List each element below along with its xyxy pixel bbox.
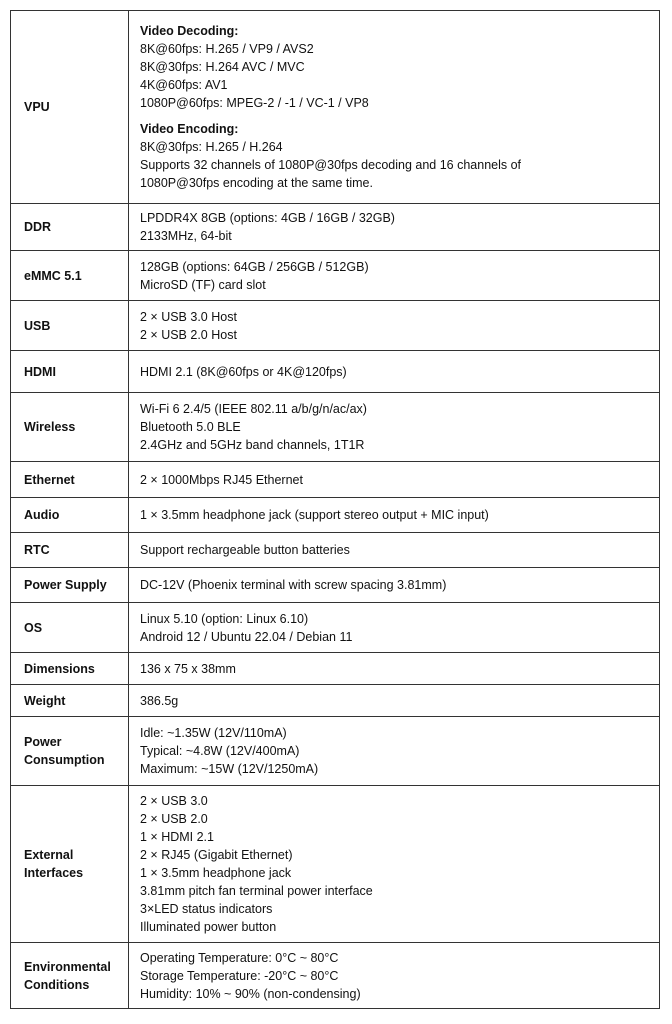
value-power-supply <box>129 568 660 603</box>
value-environmental-conditions <box>129 943 660 1009</box>
value-line: 2 × USB 2.0 Host <box>140 327 237 342</box>
value-line: 2133MHz, 64-bit <box>140 229 232 243</box>
value-hdmi <box>129 351 660 393</box>
label-line: Consumption <box>24 753 105 767</box>
value-line: Storage Temperature: -20°C ~ 80°C <box>140 968 339 983</box>
spec-sheet <box>10 10 660 1009</box>
value-line: MicroSD (TF) card slot <box>140 277 266 292</box>
value-emmc <box>129 251 660 301</box>
value-line: HDMI 2.1 (8K@60fps or 4K@120fps) <box>140 364 347 379</box>
label-ethernet: Ethernet <box>11 462 129 498</box>
value-line: DC-12V (Phoenix terminal with screw spacing 3.81mm) <box>140 578 447 592</box>
value-line: 3×LED status indicators <box>140 902 273 916</box>
row-ddr <box>11 204 660 251</box>
value-line: Linux 5.10 (option: Linux 6.10) <box>140 611 309 626</box>
label-rtc: RTC <box>11 533 129 568</box>
value-line: Idle: ~1.35W (12V/110mA) <box>140 726 287 740</box>
value-line: Operating Temperature: 0°C ~ 80°C <box>140 950 339 965</box>
encoding-line: 8K@30fps: H.265 / H.264 <box>140 140 283 154</box>
value-line: Typical: ~4.8W (12V/400mA) <box>140 744 300 758</box>
label-line: Conditions <box>24 977 90 992</box>
row-weight <box>11 685 660 717</box>
value-line: Support rechargeable button batteries <box>140 543 350 557</box>
label-line: Interfaces <box>24 866 84 880</box>
value-line: Maximum: ~15W (12V/1250mA) <box>140 762 319 776</box>
label-line: External <box>24 848 74 862</box>
value-rtc <box>129 533 660 568</box>
value-ddr <box>129 204 660 251</box>
value-line: 128GB (options: 64GB / 256GB / 512GB) <box>140 259 369 274</box>
row-environmental-conditions <box>11 943 660 1009</box>
label-weight: Weight <box>11 685 129 717</box>
row-emmc <box>11 251 660 301</box>
value-line: 136 x 75 x 38mm <box>140 661 236 676</box>
value-line: 3.81mm pitch fan terminal power interface <box>140 884 373 898</box>
row-os <box>11 603 660 653</box>
value-vpu <box>129 11 660 204</box>
value-line: 1 × 3.5mm headphone jack (support stereo output + MIC input) <box>140 508 489 522</box>
value-line: 2 × USB 3.0 Host <box>140 309 237 324</box>
value-line: 2 × 1000Mbps RJ45 Ethernet <box>140 472 303 487</box>
value-line: 2 × USB 3.0 <box>140 794 208 808</box>
row-wireless <box>11 393 660 462</box>
row-vpu <box>11 11 660 204</box>
label-external-interfaces <box>11 786 129 943</box>
value-dimensions <box>129 653 660 685</box>
label-line: Environmental <box>24 959 111 974</box>
label-emmc: eMMC 5.1 <box>11 251 129 301</box>
label-environmental-conditions <box>11 943 129 1009</box>
value-line: 1 × HDMI 2.1 <box>140 830 214 844</box>
label-power-consumption <box>11 717 129 786</box>
encoding-line: Supports 32 channels of 1080P@30fps decoding and 16 channels of <box>140 158 522 172</box>
value-line: 2 × RJ45 (Gigabit Ethernet) <box>140 848 293 862</box>
video-decoding-title: Video Decoding: <box>140 24 239 38</box>
decoding-line: 8K@30fps: H.264 AVC / MVC <box>140 60 305 74</box>
row-external-interfaces <box>11 786 660 943</box>
value-external-interfaces <box>129 786 660 943</box>
value-line: 386.5g <box>140 693 179 708</box>
row-hdmi <box>11 351 660 393</box>
row-audio <box>11 498 660 533</box>
row-ethernet <box>11 462 660 498</box>
value-line: Bluetooth 5.0 BLE <box>140 420 241 434</box>
label-line: Power <box>24 735 62 749</box>
label-audio: Audio <box>11 498 129 533</box>
row-power-consumption <box>11 717 660 786</box>
row-rtc <box>11 533 660 568</box>
row-usb <box>11 301 660 351</box>
value-line: Android 12 / Ubuntu 22.04 / Debian 11 <box>140 629 353 644</box>
value-weight <box>129 685 660 717</box>
decoding-line: 1080P@60fps: MPEG-2 / -1 / VC-1 / VP8 <box>140 96 369 110</box>
value-usb <box>129 301 660 351</box>
label-hdmi: HDMI <box>11 351 129 393</box>
label-wireless: Wireless <box>11 393 129 462</box>
value-audio <box>129 498 660 533</box>
value-line: Humidity: 10% ~ 90% (non-condensing) <box>140 986 361 1001</box>
value-line: Illuminated power button <box>140 920 277 934</box>
video-encoding-title: Video Encoding: <box>140 122 239 136</box>
row-dimensions <box>11 653 660 685</box>
decoding-line: 4K@60fps: AV1 <box>140 78 228 92</box>
label-vpu: VPU <box>11 11 129 204</box>
label-usb: USB <box>11 301 129 351</box>
value-line: 2 × USB 2.0 <box>140 812 208 826</box>
value-ethernet <box>129 462 660 498</box>
value-os <box>129 603 660 653</box>
label-os: OS <box>11 603 129 653</box>
decoding-line: 8K@60fps: H.265 / VP9 / AVS2 <box>140 42 314 56</box>
row-power-supply <box>11 568 660 603</box>
value-line: 2.4GHz and 5GHz band channels, 1T1R <box>140 438 365 452</box>
encoding-line: 1080P@30fps encoding at the same time. <box>140 176 373 190</box>
value-line: 1 × 3.5mm headphone jack <box>140 866 292 880</box>
label-power-supply: Power Supply <box>11 568 129 603</box>
label-ddr: DDR <box>11 204 129 251</box>
value-line: LPDDR4X 8GB (options: 4GB / 16GB / 32GB) <box>140 211 395 225</box>
value-power-consumption <box>129 717 660 786</box>
value-wireless <box>129 393 660 462</box>
spec-table <box>10 10 660 1009</box>
label-dimensions: Dimensions <box>11 653 129 685</box>
value-line: Wi-Fi 6 2.4/5 (IEEE 802.11 a/b/g/n/ac/ax) <box>140 402 367 416</box>
